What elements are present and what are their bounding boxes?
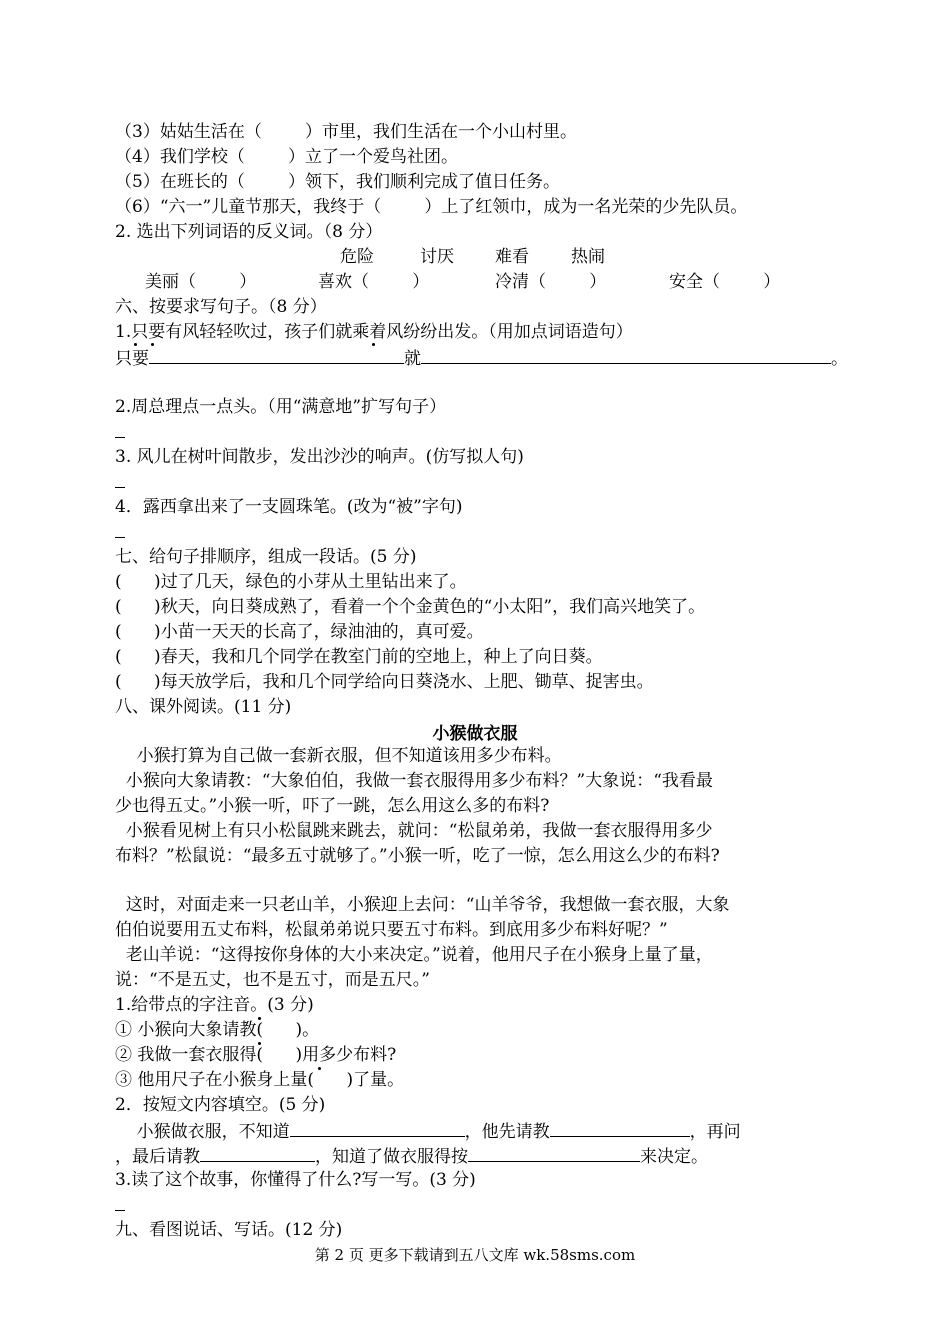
story-line-1: 小猴打算为自己做一套新衣服，但不知道该用多少布料。 (115, 746, 562, 766)
q8-sub1-item-1: ① 小猴向大象请教( )。 (115, 1020, 320, 1040)
sub2-text-e: ，知道了做衣服得按 (315, 1147, 468, 1167)
emphasis-dot (258, 1042, 261, 1045)
q8-sub1-item-2: ② 我做一套衣服得( )用多少布料? (115, 1045, 397, 1065)
answer-line[interactable] (468, 1144, 640, 1162)
q5-line-5: （5）在班长的（ ）领下，我们顺利完成了值日任务。 (115, 172, 561, 192)
antonym-blank-1: 美丽（ ） (145, 272, 257, 292)
story-line-7: 伯伯说要用五丈布料，松鼠弟弟说只要五寸布料。到底用多少布料好呢？” (115, 920, 668, 940)
sub2-text-c: ，再问 (689, 1122, 741, 1142)
q7-item-2: ( )秋天，向日葵成熟了，看着一个个金黄色的“小太阳”，我们高兴地笑了。 (115, 597, 706, 617)
q7-item-5: ( )每天放学后，我和几个同学给向日葵浇水、上肥、锄草、捉害虫。 (115, 672, 654, 692)
q8-title: 八、课外阅读。(11 分) (115, 697, 292, 717)
q8-sub2-line-1 (115, 1119, 741, 1143)
q7-item-3: ( )小苗一天天的长高了，绿油油的，真可爱。 (115, 622, 484, 642)
q5-line-3: （3）姑姑生活在（ ）市里，我们生活在一个小山村里。 (115, 122, 578, 142)
emphasis-dot (318, 1067, 321, 1070)
story-title: 小猴做衣服 (432, 724, 518, 744)
q6-item-1: 1.只要有风轻轻吹过，孩子们就乘着风纷纷出发。（用加点词语造句） (115, 322, 633, 342)
answer-line-short[interactable] (115, 422, 125, 444)
q8-sub1-title: 1.给带点的字注音。(3 分) (115, 995, 314, 1015)
q7-item-1: ( )过了几天，绿色的小芽从土里钻出来了。 (115, 572, 467, 592)
q8-sub3-title: 3.读了这个故事，你懂得了什么?写一写。(3 分) (115, 1170, 476, 1190)
word-bank-1: 危险 (340, 247, 374, 267)
sub2-text-a: 小猴做衣服，不知道 (115, 1122, 290, 1142)
q6-item-1-answer (115, 346, 848, 370)
answer-line[interactable] (421, 346, 831, 364)
q5-line-4: （4）我们学校（ ）立了一个爱鸟社团。 (115, 147, 459, 167)
answer-line-short[interactable] (115, 472, 125, 494)
q6-item-4: 4．露西拿出来了一支圆珠笔。(改为“被”字句) (115, 497, 463, 517)
answer-line[interactable] (200, 1144, 315, 1162)
answer-line[interactable] (550, 1119, 690, 1137)
q6-item-2: 2.周总理点一点头。（用“满意地”扩写句子） (115, 397, 447, 417)
answer-line[interactable] (290, 1119, 465, 1137)
jiu-label: 就 (404, 349, 421, 369)
story-line-2: 小猴向大象请教：“大象伯伯，我做一套衣服得用多少布料？”大象说：“我看最 (115, 771, 713, 791)
antonym-blank-4: 安全（ ） (669, 272, 781, 292)
period: 。 (831, 349, 848, 369)
word-bank-2: 讨厌 (420, 247, 454, 267)
q6-item-3: 3. 风儿在树叶间散步，发出沙沙的响声。(仿写拟人句) (115, 447, 524, 467)
word-bank-3: 难看 (495, 247, 529, 267)
story-line-8: 老山羊说：“这得按你身体的大小来决定。”说着，他用尺子在小猴身上量了量， (115, 945, 713, 965)
sub2-text-b: ，他先请教 (464, 1122, 550, 1142)
answer-line[interactable] (149, 346, 404, 364)
story-line-5: 布料？”松鼠说：“最多五寸就够了。”小猴一听，吃了一惊，怎么用这么少的布料? (115, 846, 720, 866)
q8-sub2-title: 2．按短文内容填空。(5 分) (115, 1095, 326, 1115)
zhi-yao-label: 只要 (115, 349, 149, 369)
antonym-blank-3: 冷清（ ） (495, 272, 607, 292)
story-line-4: 小猴看见树上有只小松鼠跳来跳去，就问：“松鼠弟弟，我做一套衣服得用多少 (115, 821, 713, 841)
q6-title: 六、按要求写句子。（8 分） (115, 297, 327, 317)
q7-title: 七、给句子排顺序，组成一段话。(5 分) (115, 547, 417, 567)
q7-item-4: ( )春天，我和几个同学在教室门前的空地上，种上了向日葵。 (115, 647, 603, 667)
story-line-3: 少也得五丈。”小猴一听，吓了一跳，怎么用这么多的布料? (115, 796, 550, 816)
q8-sub2-line-2 (115, 1144, 708, 1168)
answer-line-short[interactable] (115, 1195, 125, 1217)
word-bank-4: 热闹 (571, 247, 605, 267)
q5-2-title: 2. 选出下列词语的反义词。（8 分） (115, 222, 383, 242)
answer-line-short[interactable] (115, 522, 125, 544)
q9-title: 九、看图说话、写话。(12 分) (115, 1220, 343, 1240)
story-line-9: 说：“不是五丈，也不是五寸，而是五尺。” (115, 970, 430, 990)
sub2-text-d: ，最后请教 (115, 1147, 200, 1167)
antonym-blank-2: 喜欢（ ） (318, 272, 430, 292)
q8-sub1-item-3: ③ 他用尺子在小猴身上量( )了量。 (115, 1070, 405, 1090)
page-footer: 第 2 页 更多下载请到五八文库 wk.58sms.com (314, 1246, 636, 1264)
emphasis-dot (258, 1017, 261, 1020)
story-line-6: 这时，对面走来一只老山羊，小猴迎上去问：“山羊爷爷，我想做一套衣服，大象 (115, 895, 730, 915)
q5-line-6: （6）“六一”儿童节那天，我终于（ ）上了红领巾，成为一名光荣的少先队员。 (115, 197, 748, 217)
sub2-text-f: 来决定。 (640, 1147, 708, 1167)
